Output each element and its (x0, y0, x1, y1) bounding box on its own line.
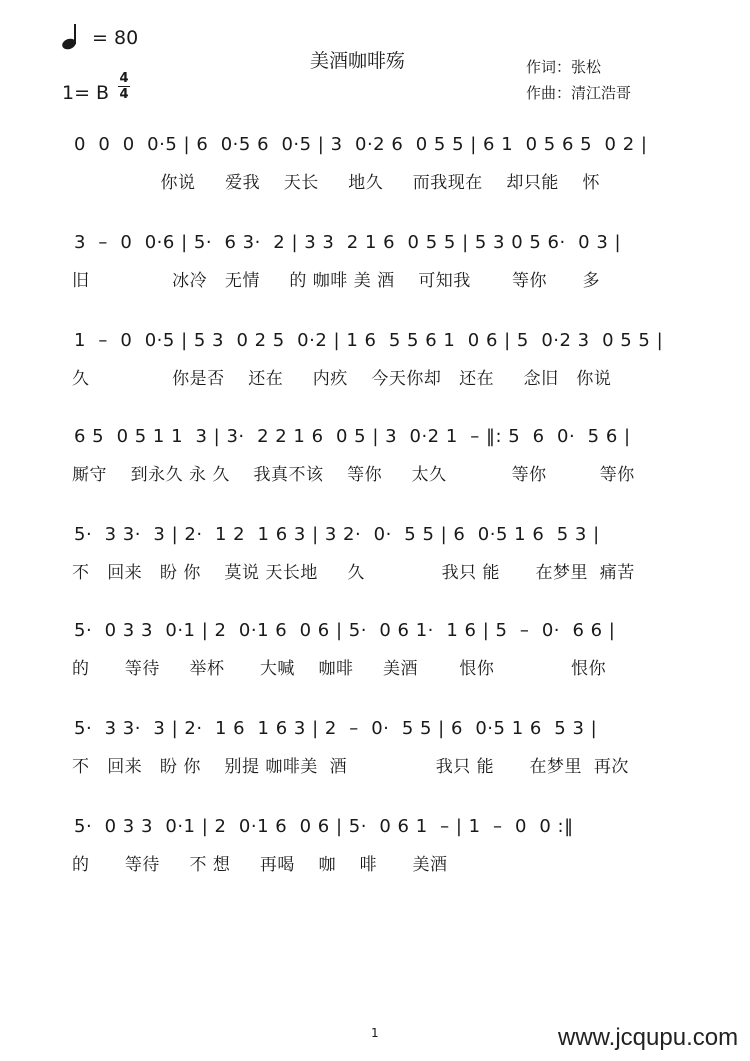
site-watermark: www.jcqupu.com (558, 1024, 739, 1051)
tempo-value: = 80 (92, 27, 139, 49)
lyrics-line-1: 你说 爱我 天长 地久 而我现在 却只能 怀 (72, 173, 600, 193)
lyrics-line-4: 厮守 到永久 永 久 我真不该 等你 太久 等你 等你 (72, 465, 635, 485)
lyrics-line-3: 久 你是否 还在 内疚 今天你却 还在 念旧 你说 (72, 369, 612, 389)
time-signature (118, 72, 130, 101)
page-number: 1 (371, 1026, 379, 1040)
composer-credit: 作曲：清江浩哥 (526, 84, 632, 102)
notation-line-7: 5· 3 3· 3 | 2· 1 6 1 6 3 | 2 – 0· 5 5 | 6 0·5 1 6 5 3 | (74, 718, 598, 739)
notation-line-8: 5· 0 3 3 0·1 | 2 0·1 6 0 6 | 5· 0 6 1 – | 1 – 0 0 :‖ (74, 816, 574, 837)
notation-line-3: 1 – 0 0·5 | 5 3 0 2 5 0·2 | 1 6 5 5 6 1 0 6 | 5 0·2 3 0 5 5 | (74, 330, 664, 351)
song-title: 美酒咖啡殇 (310, 50, 406, 72)
notation-line-4: 6 5 0 5 1 1 3 | 3· 2 2 1 6 0 5 | 3 0·2 1 – ‖: 5 6 0· 5 6 | (74, 426, 631, 447)
lyricist-credit: 作词：张松 (526, 58, 602, 76)
notation-line-6: 5· 0 3 3 0·1 | 2 0·1 6 0 6 | 5· 0 6 1· 1 6 | 5 – 0· 6 6 | (74, 620, 616, 641)
notation-line-5: 5· 3 3· 3 | 2· 1 2 1 6 3 | 3 2· 0· 5 5 | 6 0·5 1 6 5 3 | (74, 524, 600, 545)
key-signature: 1= B (62, 82, 110, 104)
quarter-note-icon (60, 22, 86, 52)
lyrics-line-7: 不 回来 盼 你 别提 咖啡美 酒 我只 能 在梦里 再次 (72, 757, 629, 777)
lyrics-line-5: 不 回来 盼 你 莫说 天长地 久 我只 能 在梦里 痛苦 (72, 563, 635, 583)
lyrics-line-2: 旧 冰冷 无情 的 咖啡 美 酒 可知我 等你 多 (72, 271, 600, 291)
notation-line-2: 3 – 0 0·6 | 5· 6 3· 2 | 3 3 2 1 6 0 5 5 | 5 3 0 5 6· 0 3 | (74, 232, 622, 253)
time-signature-bottom: 4 (119, 87, 129, 102)
lyrics-line-8: 的 等待 不 想 再喝 咖 啡 美酒 (72, 855, 448, 875)
time-signature-top: 4 (119, 71, 129, 86)
notation-line-1: 0 0 0 0·5 | 6 0·5 6 0·5 | 3 0·2 6 0 5 5 | 6 1 0 5 6 5 0 2 | (74, 134, 648, 155)
tempo-marking (60, 22, 138, 52)
lyrics-line-6: 的 等待 举杯 大喊 咖啡 美酒 恨你 恨你 (72, 659, 607, 679)
